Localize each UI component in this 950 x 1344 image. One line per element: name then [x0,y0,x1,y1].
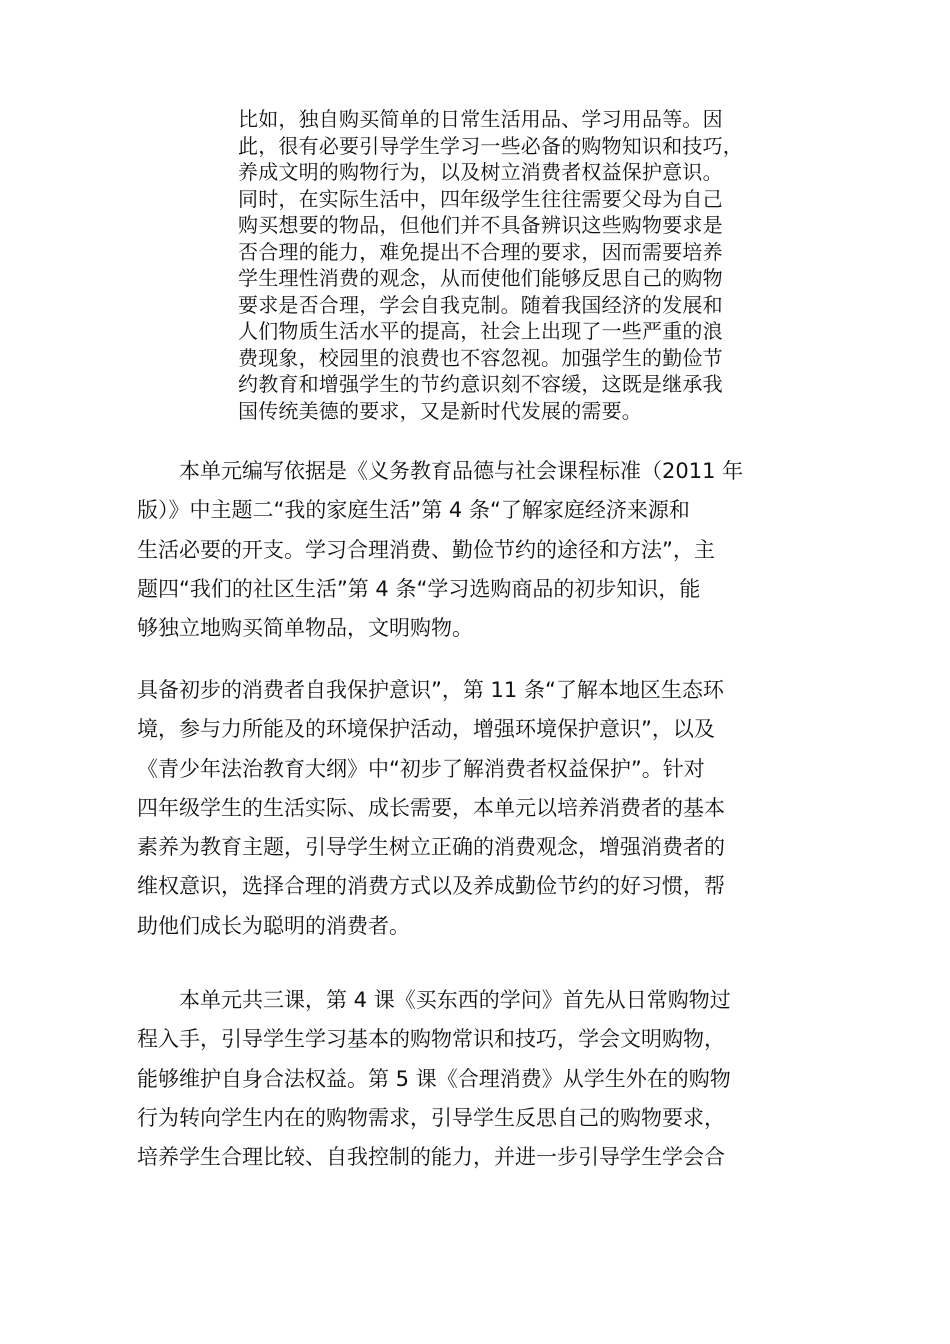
quote-line: 费现象，校园里的浪费也不容忽视。加强学生的勤俭节 [238,345,723,370]
quote-line: 购买想要的物品，但他们并不具备辨识这些购物要求是 [238,213,723,237]
quote-line: 要求是否合理，学会自我克制。随着我国经济的发展和 [238,292,723,317]
paragraph-line: 具备初步的消费者自我保护意识”，第 11 条“了解本地区生态环 [137,678,724,702]
quote-line: 人们物质生活水平的提高，社会上出现了一些严重的浪 [238,319,723,343]
paragraph-line: 维权意识，选择合理的消费方式以及养成勤俭节约的好习惯，帮 [137,874,725,899]
paragraph-line: 行为转向学生内在的购物需求，引导学生反思自己的购物要求， [137,1105,725,1130]
paragraph-line: 够独立地购买简单物品，文明购物。 [137,616,473,641]
paragraph-line: 培养学生合理比较、自我控制的能力，并进一步引导学生学会合 [137,1145,725,1170]
paragraph-line: 程入手，引导学生学习基本的购物常识和技巧，学会文明购物， [137,1027,725,1052]
paragraph-unit-lessons [137,981,837,1177]
quote-line: 国传统美德的要求，又是新时代发展的需要。 [238,398,642,423]
paragraph-line: 助他们成长为聪明的消费者。 [137,913,410,938]
quote-line: 否合理的能力，难免提出不合理的要求，因而需要培养 [238,239,723,264]
indented-quote-block [238,106,838,424]
paragraph-line: 生活必要的开支。学习合理消费、勤俭节约的途径和方法”，主 [137,537,715,562]
paragraph-line: 四年级学生的生活实际、成长需要，本单元以培养消费者的基本 [137,795,725,820]
paragraph-line: 《青少年法治教育大纲》中“初步了解消费者权益保护”。针对 [137,756,705,781]
quote-line: 学生理性消费的观念，从而使他们能够反思自己的购物 [238,266,723,290]
quote-line: 约教育和增强学生的节约意识刻不容缓，这既是继承我 [238,372,723,396]
paragraph-line: 题四“我们的社区生活”第 4 条“学习选购商品的初步知识，能 [137,576,701,601]
paragraph-consumer-awareness [137,671,837,946]
paragraph-line: 本单元编写依据是《义务教育品德与社会课程标准（2011 年 [137,459,744,483]
paragraph-line: 素养为教育主题，引导学生树立正确的消费观念，增强消费者的 [137,835,725,860]
quote-line: 此，很有必要引导学生学习一些必备的购物知识和技巧， [238,133,743,158]
paragraph-line: 能够维护自身合法权益。第 5 课《合理消费》从学生外在的购物 [137,1066,731,1091]
paragraph-line: 本单元共三课，第 4 课《买东西的学问》首先从日常购物过 [137,988,731,1012]
quote-line: 同时，在实际生活中，四年级学生往往需要父母为自己 [238,186,723,211]
paragraph-line: 版）》中主题二“我的家庭生活”第 4 条“了解家庭经济来源和 [137,498,690,523]
quote-line: 比如，独自购买简单的日常生活用品、学习用品等。因 [238,107,723,131]
quote-line: 养成文明的购物行为，以及树立消费者权益保护意识。 [238,160,723,184]
paragraph-line: 境，参与力所能及的环境保护活动，增强环境保护意识”，以及 [137,717,715,742]
paragraph-curriculum-basis [137,452,837,648]
